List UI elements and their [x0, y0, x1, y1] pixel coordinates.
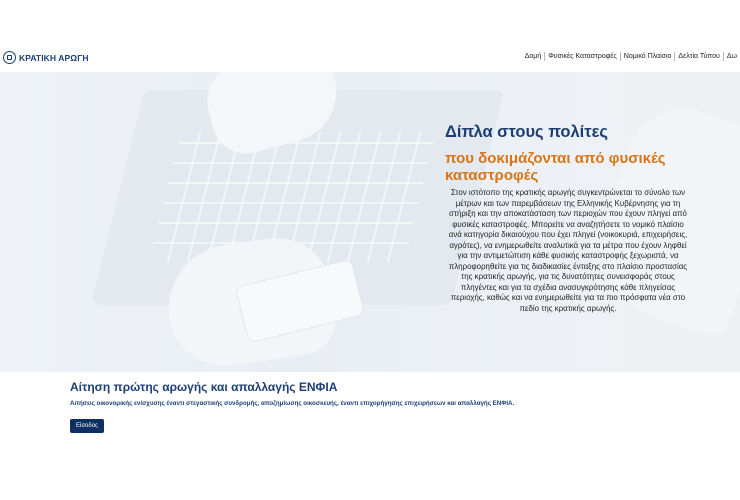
hero-banner	[0, 72, 740, 372]
enter-button[interactable]: Είσοδος	[70, 419, 104, 433]
hero-text-block	[445, 122, 691, 314]
nav-item-legal-framework[interactable]: Νομικό Πλαίσιο	[623, 53, 672, 60]
nav-item-donations[interactable]: Δω	[726, 53, 737, 60]
service-description: Αιτήσεις οικονομικής ενίσχυσης έναντι στεγαστικής συνδρομής, αποζημίωσης οικοσκευής, έναντι επιχορήγησης επιχειρήσεων και απαλλαγής ΕΝΦΙΑ.	[70, 400, 515, 407]
main-nav	[522, 52, 740, 61]
hero-subtitle: που δοκιμάζονται από φυσικές καταστροφές	[445, 150, 666, 184]
site-header	[0, 0, 740, 72]
hero-description: Στον ιστότοπο της κρατικής αρωγής συγκεντρώνεται το σύνολο των μέτρων και των παρεμβάσεων της Ελληνικής Κυβέρνησης για τη στήριξη και την αποκατάσταση των περιοχών που έχουν πληγεί από φυσικές καταστροφές. Μπορείτε να αναζητήσετε το νομικό πλαίσιο ανά κατηγορία δικαιούχου που έχει πληγεί (νοικοκυριά, επιχειρήσεις, αγρότες), να ενημερωθείτε αναλυτικά για τα μέτρα που έχουν ληφθεί για την αντιμετώπιση κάθε φυσικής καταστροφής ξεχωριστά, να πληροφορηθείτε για τις διαδικασίες ένταξης στο πλαίσιο προστασίας της κρατικής αρωγής, για τις δυνατότητες συνεισφοράς στους πληγέντες και για τα σχέδια ανασυγκρότησης κάθε πληγείσας περιοχής, καθώς και να ενημερωθείτε για τα πιο πρόσφατα νέα στο πεδίο της κρατικής αρωγής.	[448, 188, 688, 313]
hero-title: Δίπλα στους πολίτες	[445, 123, 608, 141]
nav-item-press-releases[interactable]: Δελτία Τύπου	[678, 53, 720, 60]
service-title: Αίτηση πρώτης αρωγής και απαλλαγής ΕΝΦΙΑ	[70, 380, 338, 394]
nav-item-natural-disasters[interactable]: Φυσικές Καταστροφές	[548, 53, 617, 60]
state-seal-icon	[3, 51, 16, 64]
nav-item-structure[interactable]: Δομή	[524, 53, 542, 60]
brand-name: ΚΡΑΤΙΚΗ ΑΡΩΓΗ	[19, 52, 89, 63]
service-section	[70, 380, 730, 433]
brand-logo-link[interactable]	[3, 51, 89, 64]
